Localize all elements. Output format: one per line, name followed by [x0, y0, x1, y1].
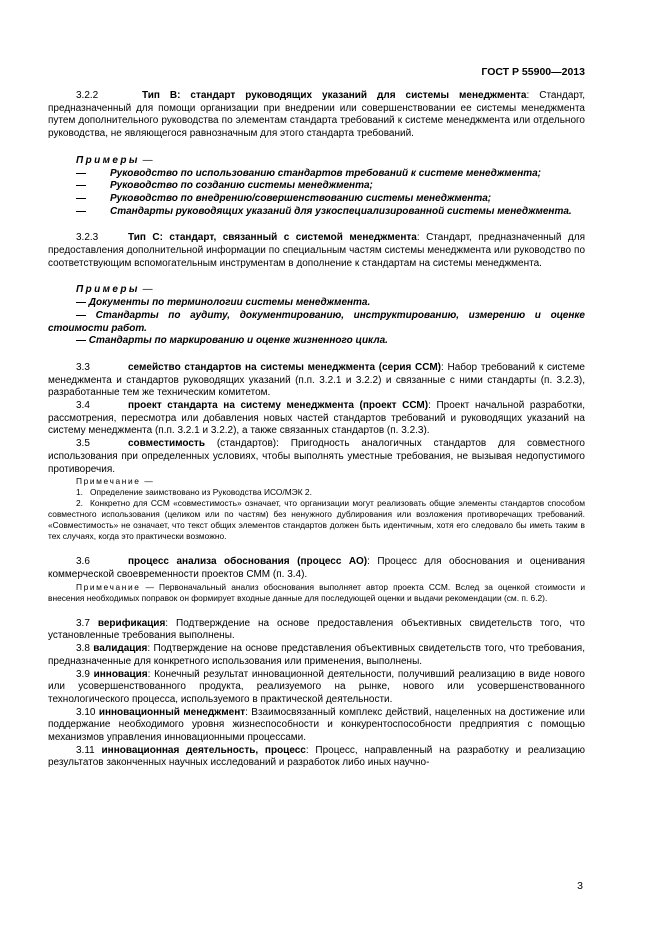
term: верификация: [97, 617, 166, 629]
example-text: Руководство по внедрению/совершенствованию системы менеджмента;: [110, 192, 492, 204]
example-text: Руководство по созданию системы менеджмента;: [110, 180, 373, 192]
definition: : Проект начальной разработки, рассмотрения, пересмотра или добавления новых частей стандартов требований и руководящих указаний на систему менеджмента (п.п. 3.2.1 и 3.2.2), а также связанных стандартов (п. 3.2.3).: [48, 400, 585, 437]
examples-heading: Примеры —: [76, 154, 153, 166]
definition: : Взаимосвязанный комплекс действий, нацеленных на достижение или поддержание необходимого уровня жизнеспособности и конкурентоспособности предприятия с помощью механизмов управления инновационными процессами.: [48, 706, 586, 744]
clause-3-3: [48, 362, 585, 400]
clause-number: 3.5: [76, 438, 90, 450]
clause-number: 3.2.3: [76, 232, 99, 244]
clause-number: 3.8: [76, 643, 90, 655]
note-number: 2.: [76, 498, 83, 509]
clause-number: 3.9: [76, 668, 90, 680]
clause-number: 3.2.2: [76, 90, 99, 101]
term: процесс анализа обоснования (процесс АО): [128, 556, 368, 568]
example-text: Документы по терминологии системы менеджмента.: [88, 297, 371, 309]
example-text: Стандарты руководящих указаний для узкоспециализированной системы менеджмента.: [110, 205, 572, 217]
example-item: — Руководство по использованию стандартов требований к системе менеджмента;: [76, 167, 542, 179]
example-text: Стандарты по маркированию и оценке жизненного цикла.: [88, 335, 388, 347]
term: инновационная деятельность, процесс: [101, 744, 306, 756]
term: проект стандарта на систему менеджмента (проект ССМ): [128, 400, 429, 412]
clause-3-9: [48, 669, 585, 707]
example-item: — Стандарты руководящих указаний для узкоспециализированной системы менеджмента.: [76, 205, 572, 217]
example-item: — Стандарты по аудиту, документированию, инструктированию, измерению и оценке стоимости работ.: [48, 309, 585, 334]
note-label: Примечание: [76, 581, 141, 592]
clause-number: 3.7: [76, 617, 90, 629]
clause-3-11: [48, 745, 585, 770]
note-item: [48, 498, 585, 542]
page-number: 3: [577, 880, 583, 892]
clause-3-10: [48, 707, 585, 745]
definition: : Конечный результат инновационной деятельности, получивший реализацию в виде нового или усовершенствованного продукта, реализуемого на рынке, нового или усовершенствованного технологического процесса, используемого в практической деятельности.: [48, 668, 585, 705]
clause-3-7: [48, 618, 585, 643]
term: валидация: [93, 643, 148, 655]
definition: : Процесс, направленный на разработку и реализацию результатов законченных научных исследований и разработок либо иных научно-: [48, 744, 585, 769]
examples-heading: Примеры —: [76, 284, 153, 296]
example-item: — Руководство по внедрению/совершенствованию системы менеджмента;: [76, 192, 492, 204]
clause-number: 3.3: [76, 361, 90, 373]
example-text: Стандарты по аудиту, документированию, инструктированию, измерению и оценке стоимости работ.: [48, 309, 585, 334]
term: Тип B: стандарт руководящих указаний для системы менеджмента: [142, 90, 527, 101]
term: Тип C: стандарт, связанный с системой менеджмента: [128, 232, 417, 244]
note-text: Конкретно для ССМ «совместимость» означает, что организации могут реализовать общие элементы стандартов способом совместного использования (целиком или по частям) без ненужного дублирования или возложения противоречащих требований. «Совместимость» не означает, что текст общих элементов стандартов должен быть идентичным, хотя его следовало бы иметь таким в тех случаях, когда это практически возможно.: [48, 498, 585, 542]
clause-3-5: [48, 438, 585, 476]
clause-3-2-2: [48, 90, 585, 141]
example-item: — Документы по терминологии системы менеджмента.: [76, 297, 371, 309]
clause-number: 3.11: [76, 744, 95, 756]
clause-number: 3.10: [76, 706, 96, 718]
note-number: 1.: [76, 487, 83, 498]
clause-3-2-3: [48, 232, 585, 270]
note-text: — Первоначальный анализ обоснования выполняет автор проекта ССМ. Вслед за оценкой стоимости и внесения необходимых поправок он формирует входные данные для последующей оценки и выдачи рекомендации (см. п. 6.2).: [48, 581, 585, 603]
note-item: [48, 487, 585, 498]
examples-label: Примеры: [76, 284, 140, 296]
document-body: [48, 90, 585, 770]
examples-label: Примеры: [76, 154, 140, 166]
term: совместимость: [128, 438, 205, 450]
example-item: — Руководство по созданию системы менеджмента;: [76, 180, 373, 192]
term: инновация: [93, 668, 148, 680]
definition: (стандартов): Пригодность аналогичных стандартов для совместного использования при определенных условиях, чтобы выполнять уместные требования, не вызывая недопустимого противоречия.: [48, 438, 585, 475]
definition: : Подтверждение на основе представления объективных свидетельств того, что требования, предназначенные для конкретного использования или применения, выполнены.: [48, 643, 586, 667]
clause-3-4: [48, 400, 585, 438]
term: инновационный менеджмент: [98, 706, 246, 718]
definition: : Процесс для обоснования и оценивания коммерческой своевременности проектов СММ (п. 3.4).: [48, 556, 585, 580]
clause-number: 3.4: [76, 400, 90, 412]
document-header: ГОСТ Р 55900—2013: [481, 66, 585, 78]
definition: : Подтверждение на основе предоставления объективных свидетельств того, что установленные требования выполнены.: [48, 617, 585, 642]
definition: : Стандарт, предназначенный для предоставления дополнительной информации по специальным частям системы менеджмента или руководство по соответствующим вспомогательным инструментам в дополнение к стандартам на системы менеджмента.: [48, 232, 585, 269]
definition: : Стандарт, предназначенный для помощи организации при внедрении или совершенствовании ее системы менеджмента путем дополнительного руководства по элементам стандарта требований к системе менеджмента или отдельного руководства, не являющегося равнозначным для этого стандарта требований.: [48, 90, 585, 140]
example-item: — Стандарты по маркированию и оценке жизненного цикла.: [76, 335, 388, 347]
note-label: Примечание —: [76, 476, 155, 487]
note-text: Определение заимствовано из Руководства ИСО/МЭК 2.: [90, 487, 312, 498]
clause-3-6: [48, 556, 585, 581]
clause-3-8: [48, 643, 585, 668]
term: семейство стандартов на системы менеджмента (серия ССМ): [128, 361, 441, 373]
clause-number: 3.6: [76, 556, 90, 568]
example-text: Руководство по использованию стандартов требований к системе менеджмента;: [110, 167, 542, 179]
definition: : Набор требований к системе менеджмента и стандартов руководящих указаний (п.п. 3.2.1 и 3.2.2) и связанные с ними стандарты (п. 3.2.3), разработанные тем же техническим комитетом.: [48, 361, 585, 399]
note: [48, 582, 585, 604]
